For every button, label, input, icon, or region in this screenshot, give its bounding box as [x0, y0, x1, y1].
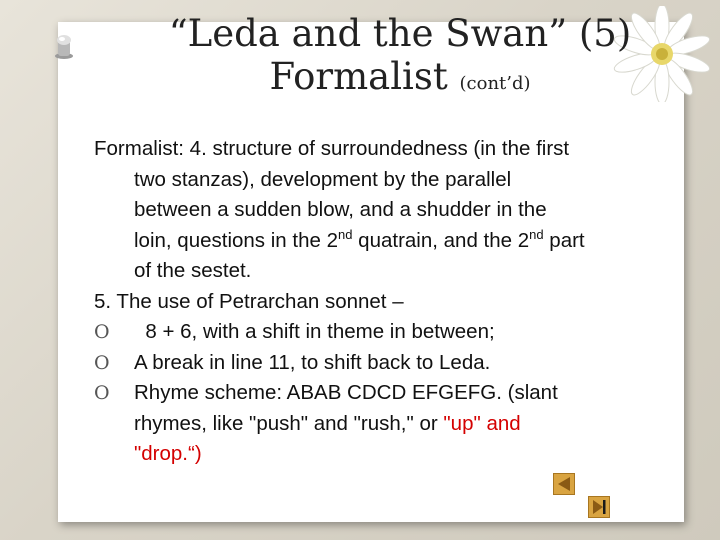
end-bar	[603, 500, 606, 514]
superscript-nd-2: nd	[529, 226, 544, 242]
p1-line-3: between a sudden blow, and a shudder in the	[134, 198, 547, 221]
paragraph-2: 5. The use of Petrarchan sonnet –	[94, 289, 404, 313]
p1-line-4-c: part	[543, 228, 585, 252]
highlight-up-and: "up" and	[443, 411, 521, 435]
bullet-text-2: A break in line 11, to shift back to Leda.	[134, 350, 491, 374]
title-line-2	[160, 55, 640, 105]
title-note: (cont’d)	[459, 73, 531, 94]
title-formalist: Formalist	[269, 55, 448, 98]
bullet-marker: O	[94, 351, 110, 374]
slide-title	[160, 12, 640, 105]
end-button[interactable]	[588, 496, 610, 518]
title-line-1: “Leda and the Swan” (5)	[168, 12, 632, 55]
paragraph-1	[94, 134, 674, 287]
bullet-item	[94, 348, 674, 379]
slide-body	[94, 134, 674, 470]
p1-line-1: Formalist: 4. structure of surroundedness (in the first	[94, 137, 570, 160]
bullet-text-3: Rhyme scheme: ABAB CDCD EFGEFG. (slant	[134, 381, 558, 404]
highlight-drop: "drop.“)	[134, 442, 202, 465]
bullet-3-line-2	[134, 409, 674, 440]
p1-line-5: of the sestet.	[134, 259, 252, 282]
p1-line-2: two stanzas), development by the parallel	[134, 167, 512, 191]
bullet-item	[94, 378, 674, 470]
p1-line-4-b: quatrain, and the 2	[352, 228, 530, 252]
bullet-3-line-2-text: rhymes, like "push" and "rush," or	[134, 411, 444, 435]
pushpin-icon	[52, 32, 76, 60]
back-button[interactable]	[553, 473, 575, 495]
bullet-text-1: 8 + 6, with a shift in theme in between;	[134, 320, 495, 343]
p1-line-4-a: loin, questions in the 2	[134, 228, 338, 252]
bullet-item	[94, 317, 674, 348]
superscript-nd-1: nd	[338, 226, 353, 242]
bullet-marker: O	[94, 382, 110, 404]
p1-line-4	[94, 226, 674, 257]
bullet-marker: O	[94, 321, 110, 343]
